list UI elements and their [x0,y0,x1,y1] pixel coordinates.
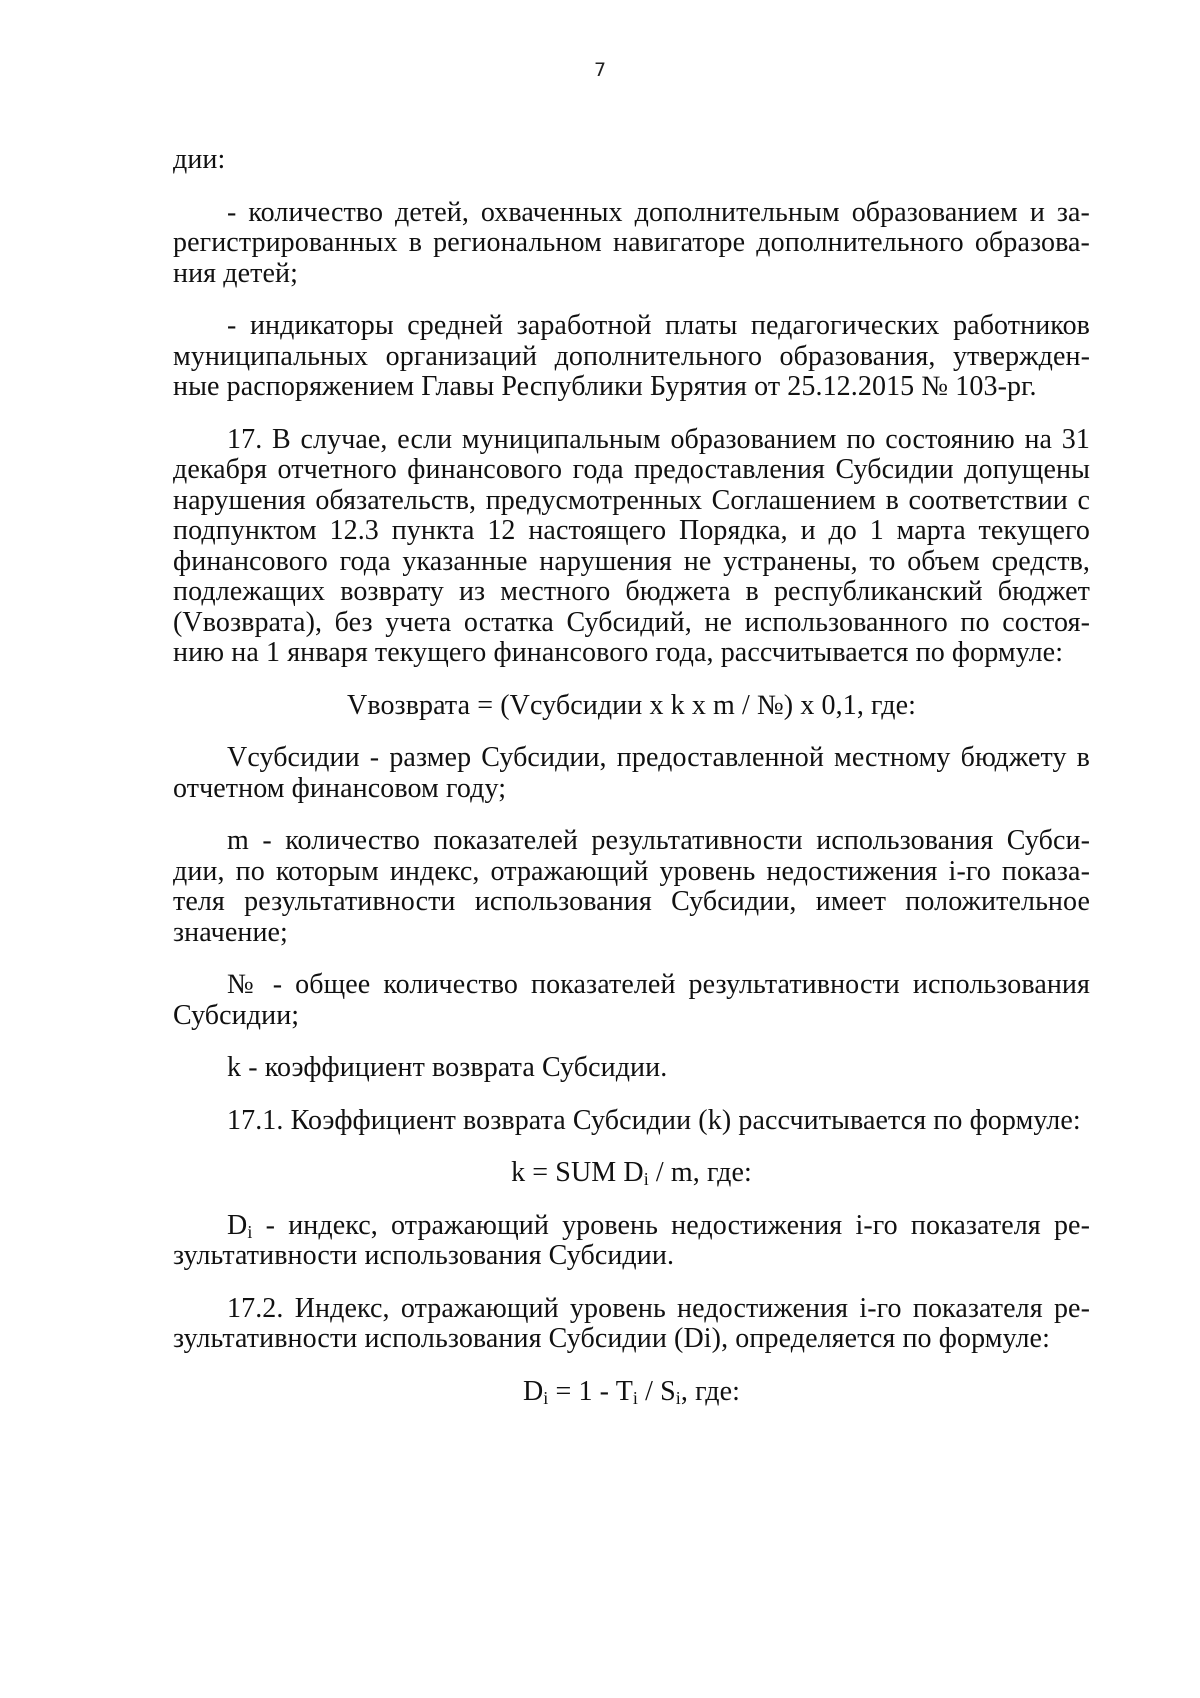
formula-di-d-subscript: i [543,1387,549,1408]
paragraph-number-definition: № - общее количество показателей результативности использования Субсидии; [173,969,1090,1031]
formula-di [173,1377,1090,1408]
formula-di-tail: , где: [680,1375,741,1407]
paragraph-k-definition: k - коэффициент возврата Субсидии. [227,1052,668,1083]
formula-v-return: Vвозврата = (Vсубсидии x k x m / №) x 0,1, где: [347,689,916,721]
formula-di-t-subscript: i [632,1387,639,1408]
di-subscript: i [247,1221,253,1242]
paragraph-continuation: дии: [173,144,226,175]
paragraph-17: 17. В случае, если муниципальным образованием по состоянию на 31 декабря отчетного финансового года предоставления Субсидии допущены нарушения обязательств, предусмотренных Соглашением в соответствии с подпунктом 12.3 пункта 12 настоящего Порядка, и до 1 марта текущего финансового года указанные нарушения не устранены, то объем средств, подлежащих возврату из местного бюджета в республиканский бюджет (Vвозврата), без учета остатка Субсидий, не использованного по состоя-нию на 1 января текущего финансового года, рассчитывается по формуле: [173,423,1090,668]
formula-k-rhs: / m, где: [648,1157,752,1188]
paragraph-salary-indicators: - индикаторы средней заработной платы педагогических работников муниципальных организаций дополнительного образования, утвержден-ные распоряжением Главы Республики Бурятия от 25.12.2015 № 103-рг. [173,310,1090,402]
page-number: 7 [593,59,607,81]
paragraph-m-definition: m - количество показателей результативности использования Субси-дии, по которым индекс, отражающий уровень недостижения i-го показа-теля результативности использования Субсидии, имеет положительное значение; [173,825,1090,948]
paragraph-di-definition [173,1211,1090,1272]
paragraph-children-count: - количество детей, охваченных дополнительным образованием и за-регистрированных в региональном навигаторе дополнительного образова-ния детей; [173,196,1090,289]
di-variable: D [227,1209,248,1241]
paragraph-v-subsidy-definition: Vсубсидии - размер Субсидии, предоставленной местному бюджету в отчетном финансовом году; [173,742,1090,804]
document-body [173,145,1090,1429]
formula-k-lhs: k = SUM D [511,1157,644,1188]
formula-di-d: D [522,1375,544,1407]
paragraph-17-2: 17.2. Индекс, отражающий уровень недостижения i-го показателя ре-зультативности использования Субсидии (Di), определяется по формуле: [173,1292,1090,1354]
formula-di-s: / S [638,1375,676,1407]
di-definition-text: - индекс, отражающий уровень недостижения i-го показателя ре-зультативности использования Субсидии. [173,1209,1090,1271]
formula-di-t: = 1 - T [548,1375,633,1407]
formula-k [173,1158,1090,1189]
formula-k-subscript: i [643,1169,649,1189]
formula-di-s-subscript: i [675,1387,681,1408]
paragraph-17-1: 17.1. Коэффициент возврата Субсидии (k) рассчитывается по формуле: [227,1104,1081,1136]
